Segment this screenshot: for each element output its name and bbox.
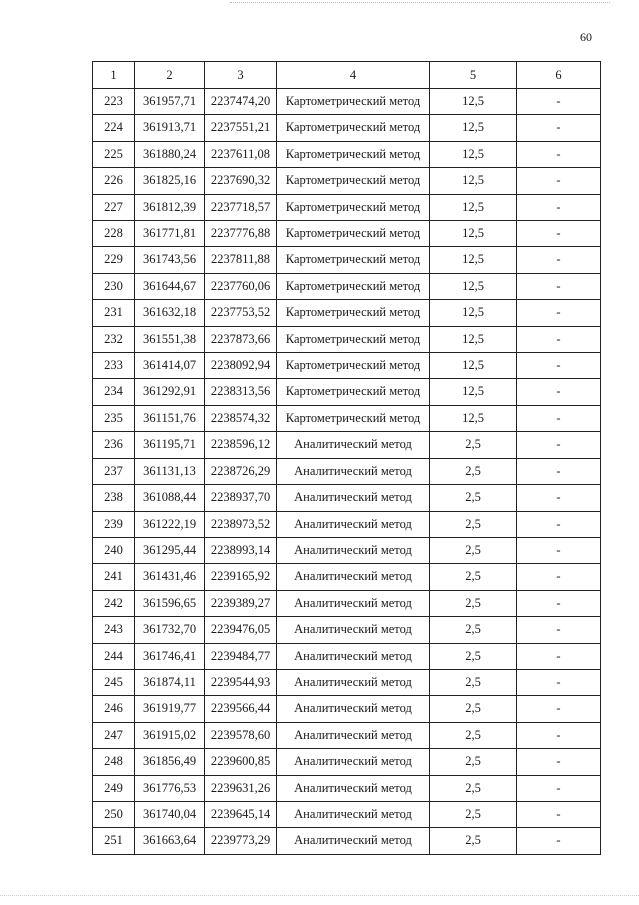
cell-method: Картометрический метод xyxy=(277,247,430,273)
cell-x-coordinate: 361632,18 xyxy=(135,300,205,326)
cell-accuracy: 2,5 xyxy=(430,590,517,616)
cell-accuracy: 12,5 xyxy=(430,221,517,247)
cell-x-coordinate: 361743,56 xyxy=(135,247,205,273)
cell-x-coordinate: 361776,53 xyxy=(135,775,205,801)
cell-method: Аналитический метод xyxy=(277,669,430,695)
cell-method: Аналитический метод xyxy=(277,432,430,458)
cell-accuracy: 2,5 xyxy=(430,696,517,722)
column-header-3: 3 xyxy=(205,62,277,89)
table-row xyxy=(93,432,601,458)
cell-method: Картометрический метод xyxy=(277,353,430,379)
cell-accuracy: 12,5 xyxy=(430,405,517,431)
cell-method: Аналитический метод xyxy=(277,643,430,669)
cell-accuracy: 12,5 xyxy=(430,89,517,115)
table-row xyxy=(93,537,601,563)
table-row xyxy=(93,564,601,590)
cell-y-coordinate: 2239578,60 xyxy=(205,722,277,748)
cell-accuracy: 12,5 xyxy=(430,247,517,273)
cell-y-coordinate: 2239165,92 xyxy=(205,564,277,590)
cell-x-coordinate: 361732,70 xyxy=(135,617,205,643)
cell-y-coordinate: 2239484,77 xyxy=(205,643,277,669)
column-header-5: 5 xyxy=(430,62,517,89)
table-row xyxy=(93,643,601,669)
cell-x-coordinate: 361915,02 xyxy=(135,722,205,748)
cell-y-coordinate: 2237474,20 xyxy=(205,89,277,115)
table-row xyxy=(93,485,601,511)
cell-point-number: 247 xyxy=(93,722,135,748)
table-row xyxy=(93,115,601,141)
table-row xyxy=(93,247,601,273)
cell-y-coordinate: 2239773,29 xyxy=(205,828,277,854)
cell-accuracy: 2,5 xyxy=(430,617,517,643)
cell-accuracy: 12,5 xyxy=(430,353,517,379)
cell-x-coordinate: 361292,91 xyxy=(135,379,205,405)
table-row xyxy=(93,273,601,299)
cell-y-coordinate: 2237760,06 xyxy=(205,273,277,299)
cell-x-coordinate: 361295,44 xyxy=(135,537,205,563)
cell-x-coordinate: 361644,67 xyxy=(135,273,205,299)
cell-point-number: 225 xyxy=(93,141,135,167)
cell-x-coordinate: 361088,44 xyxy=(135,485,205,511)
cell-note: - xyxy=(517,643,601,669)
cell-x-coordinate: 361957,71 xyxy=(135,89,205,115)
cell-accuracy: 2,5 xyxy=(430,511,517,537)
cell-point-number: 250 xyxy=(93,801,135,827)
cell-x-coordinate: 361812,39 xyxy=(135,194,205,220)
cell-method: Аналитический метод xyxy=(277,775,430,801)
cell-point-number: 242 xyxy=(93,590,135,616)
cell-method: Аналитический метод xyxy=(277,458,430,484)
cell-accuracy: 12,5 xyxy=(430,273,517,299)
cell-x-coordinate: 361551,38 xyxy=(135,326,205,352)
cell-x-coordinate: 361825,16 xyxy=(135,168,205,194)
cell-method: Аналитический метод xyxy=(277,617,430,643)
cell-note: - xyxy=(517,564,601,590)
cell-note: - xyxy=(517,590,601,616)
table-row xyxy=(93,590,601,616)
cell-accuracy: 2,5 xyxy=(430,537,517,563)
cell-note: - xyxy=(517,458,601,484)
cell-note: - xyxy=(517,247,601,273)
cell-method: Аналитический метод xyxy=(277,801,430,827)
cell-method: Аналитический метод xyxy=(277,722,430,748)
table-row xyxy=(93,353,601,379)
column-header-2: 2 xyxy=(135,62,205,89)
cell-accuracy: 2,5 xyxy=(430,749,517,775)
cell-method: Картометрический метод xyxy=(277,379,430,405)
cell-method: Картометрический метод xyxy=(277,273,430,299)
cell-note: - xyxy=(517,194,601,220)
cell-method: Аналитический метод xyxy=(277,537,430,563)
cell-method: Картометрический метод xyxy=(277,194,430,220)
table-row xyxy=(93,405,601,431)
cell-accuracy: 2,5 xyxy=(430,432,517,458)
cell-y-coordinate: 2239645,14 xyxy=(205,801,277,827)
cell-method: Аналитический метод xyxy=(277,828,430,854)
cell-point-number: 223 xyxy=(93,89,135,115)
table-row xyxy=(93,511,601,537)
cell-x-coordinate: 361431,46 xyxy=(135,564,205,590)
cell-note: - xyxy=(517,511,601,537)
cell-x-coordinate: 361131,13 xyxy=(135,458,205,484)
table-row xyxy=(93,801,601,827)
cell-point-number: 230 xyxy=(93,273,135,299)
cell-point-number: 248 xyxy=(93,749,135,775)
table-row xyxy=(93,168,601,194)
cell-y-coordinate: 2238313,56 xyxy=(205,379,277,405)
cell-y-coordinate: 2237776,88 xyxy=(205,221,277,247)
cell-y-coordinate: 2238596,12 xyxy=(205,432,277,458)
cell-method: Аналитический метод xyxy=(277,485,430,511)
cell-point-number: 246 xyxy=(93,696,135,722)
cell-note: - xyxy=(517,696,601,722)
cell-x-coordinate: 361874,11 xyxy=(135,669,205,695)
cell-point-number: 240 xyxy=(93,537,135,563)
cell-method: Картометрический метод xyxy=(277,221,430,247)
cell-x-coordinate: 361913,71 xyxy=(135,115,205,141)
cell-x-coordinate: 361222,19 xyxy=(135,511,205,537)
cell-y-coordinate: 2237873,66 xyxy=(205,326,277,352)
cell-method: Картометрический метод xyxy=(277,141,430,167)
cell-note: - xyxy=(517,749,601,775)
cell-note: - xyxy=(517,617,601,643)
cell-point-number: 233 xyxy=(93,353,135,379)
table-row xyxy=(93,221,601,247)
cell-x-coordinate: 361919,77 xyxy=(135,696,205,722)
cell-y-coordinate: 2237611,08 xyxy=(205,141,277,167)
cell-x-coordinate: 361740,04 xyxy=(135,801,205,827)
cell-y-coordinate: 2239389,27 xyxy=(205,590,277,616)
scan-edge-top xyxy=(230,2,610,3)
cell-note: - xyxy=(517,828,601,854)
cell-point-number: 237 xyxy=(93,458,135,484)
cell-x-coordinate: 361151,76 xyxy=(135,405,205,431)
table-row xyxy=(93,194,601,220)
cell-point-number: 231 xyxy=(93,300,135,326)
cell-note: - xyxy=(517,89,601,115)
cell-accuracy: 2,5 xyxy=(430,643,517,669)
cell-x-coordinate: 361771,81 xyxy=(135,221,205,247)
cell-y-coordinate: 2238726,29 xyxy=(205,458,277,484)
table-row xyxy=(93,696,601,722)
cell-accuracy: 2,5 xyxy=(430,485,517,511)
cell-point-number: 241 xyxy=(93,564,135,590)
cell-y-coordinate: 2237753,52 xyxy=(205,300,277,326)
cell-note: - xyxy=(517,115,601,141)
cell-y-coordinate: 2238092,94 xyxy=(205,353,277,379)
cell-x-coordinate: 361414,07 xyxy=(135,353,205,379)
cell-accuracy: 12,5 xyxy=(430,141,517,167)
cell-method: Картометрический метод xyxy=(277,326,430,352)
cell-note: - xyxy=(517,300,601,326)
cell-y-coordinate: 2237811,88 xyxy=(205,247,277,273)
cell-note: - xyxy=(517,669,601,695)
table-row xyxy=(93,828,601,854)
cell-note: - xyxy=(517,801,601,827)
table-row xyxy=(93,669,601,695)
cell-note: - xyxy=(517,722,601,748)
cell-point-number: 234 xyxy=(93,379,135,405)
cell-note: - xyxy=(517,221,601,247)
cell-point-number: 226 xyxy=(93,168,135,194)
cell-point-number: 243 xyxy=(93,617,135,643)
cell-x-coordinate: 361880,24 xyxy=(135,141,205,167)
cell-y-coordinate: 2238993,14 xyxy=(205,537,277,563)
table-row xyxy=(93,326,601,352)
cell-note: - xyxy=(517,775,601,801)
table-row xyxy=(93,458,601,484)
cell-point-number: 244 xyxy=(93,643,135,669)
cell-y-coordinate: 2239631,26 xyxy=(205,775,277,801)
cell-method: Картометрический метод xyxy=(277,115,430,141)
table-row xyxy=(93,775,601,801)
cell-note: - xyxy=(517,537,601,563)
cell-accuracy: 2,5 xyxy=(430,564,517,590)
column-header-1: 1 xyxy=(93,62,135,89)
cell-y-coordinate: 2239600,85 xyxy=(205,749,277,775)
cell-x-coordinate: 361195,71 xyxy=(135,432,205,458)
cell-accuracy: 2,5 xyxy=(430,722,517,748)
cell-accuracy: 2,5 xyxy=(430,669,517,695)
cell-accuracy: 12,5 xyxy=(430,194,517,220)
cell-accuracy: 2,5 xyxy=(430,801,517,827)
cell-point-number: 229 xyxy=(93,247,135,273)
page-number: 60 xyxy=(580,30,592,44)
cell-point-number: 239 xyxy=(93,511,135,537)
cell-note: - xyxy=(517,379,601,405)
cell-point-number: 235 xyxy=(93,405,135,431)
cell-y-coordinate: 2239476,05 xyxy=(205,617,277,643)
cell-point-number: 249 xyxy=(93,775,135,801)
cell-point-number: 224 xyxy=(93,115,135,141)
cell-method: Аналитический метод xyxy=(277,749,430,775)
cell-y-coordinate: 2237718,57 xyxy=(205,194,277,220)
cell-y-coordinate: 2238574,32 xyxy=(205,405,277,431)
cell-accuracy: 12,5 xyxy=(430,115,517,141)
cell-note: - xyxy=(517,405,601,431)
table-row xyxy=(93,379,601,405)
cell-x-coordinate: 361856,49 xyxy=(135,749,205,775)
cell-note: - xyxy=(517,432,601,458)
cell-x-coordinate: 361596,65 xyxy=(135,590,205,616)
cell-accuracy: 2,5 xyxy=(430,458,517,484)
table-row xyxy=(93,300,601,326)
cell-method: Картометрический метод xyxy=(277,89,430,115)
scan-edge-bottom xyxy=(0,895,639,896)
cell-y-coordinate: 2239544,93 xyxy=(205,669,277,695)
table-header-row xyxy=(93,62,601,89)
cell-x-coordinate: 361663,64 xyxy=(135,828,205,854)
cell-method: Картометрический метод xyxy=(277,405,430,431)
cell-y-coordinate: 2239566,44 xyxy=(205,696,277,722)
table-row xyxy=(93,749,601,775)
cell-x-coordinate: 361746,41 xyxy=(135,643,205,669)
cell-accuracy: 12,5 xyxy=(430,326,517,352)
cell-accuracy: 12,5 xyxy=(430,168,517,194)
cell-point-number: 227 xyxy=(93,194,135,220)
cell-note: - xyxy=(517,141,601,167)
column-header-6: 6 xyxy=(517,62,601,89)
cell-method: Аналитический метод xyxy=(277,590,430,616)
table-row xyxy=(93,141,601,167)
table-row xyxy=(93,722,601,748)
cell-point-number: 245 xyxy=(93,669,135,695)
table-row xyxy=(93,89,601,115)
cell-point-number: 232 xyxy=(93,326,135,352)
table-body xyxy=(93,89,601,855)
column-header-4: 4 xyxy=(277,62,430,89)
cell-method: Аналитический метод xyxy=(277,696,430,722)
table-row xyxy=(93,617,601,643)
cell-y-coordinate: 2237551,21 xyxy=(205,115,277,141)
cell-accuracy: 12,5 xyxy=(430,379,517,405)
cell-point-number: 236 xyxy=(93,432,135,458)
cell-note: - xyxy=(517,353,601,379)
cell-y-coordinate: 2238973,52 xyxy=(205,511,277,537)
cell-note: - xyxy=(517,485,601,511)
cell-y-coordinate: 2238937,70 xyxy=(205,485,277,511)
cell-y-coordinate: 2237690,32 xyxy=(205,168,277,194)
cell-point-number: 251 xyxy=(93,828,135,854)
cell-method: Картометрический метод xyxy=(277,300,430,326)
cell-accuracy: 12,5 xyxy=(430,300,517,326)
cell-accuracy: 2,5 xyxy=(430,775,517,801)
cell-point-number: 228 xyxy=(93,221,135,247)
cell-method: Аналитический метод xyxy=(277,511,430,537)
cell-accuracy: 2,5 xyxy=(430,828,517,854)
coordinates-table xyxy=(92,61,601,855)
cell-point-number: 238 xyxy=(93,485,135,511)
cell-note: - xyxy=(517,168,601,194)
cell-method: Аналитический метод xyxy=(277,564,430,590)
cell-note: - xyxy=(517,273,601,299)
cell-method: Картометрический метод xyxy=(277,168,430,194)
cell-note: - xyxy=(517,326,601,352)
